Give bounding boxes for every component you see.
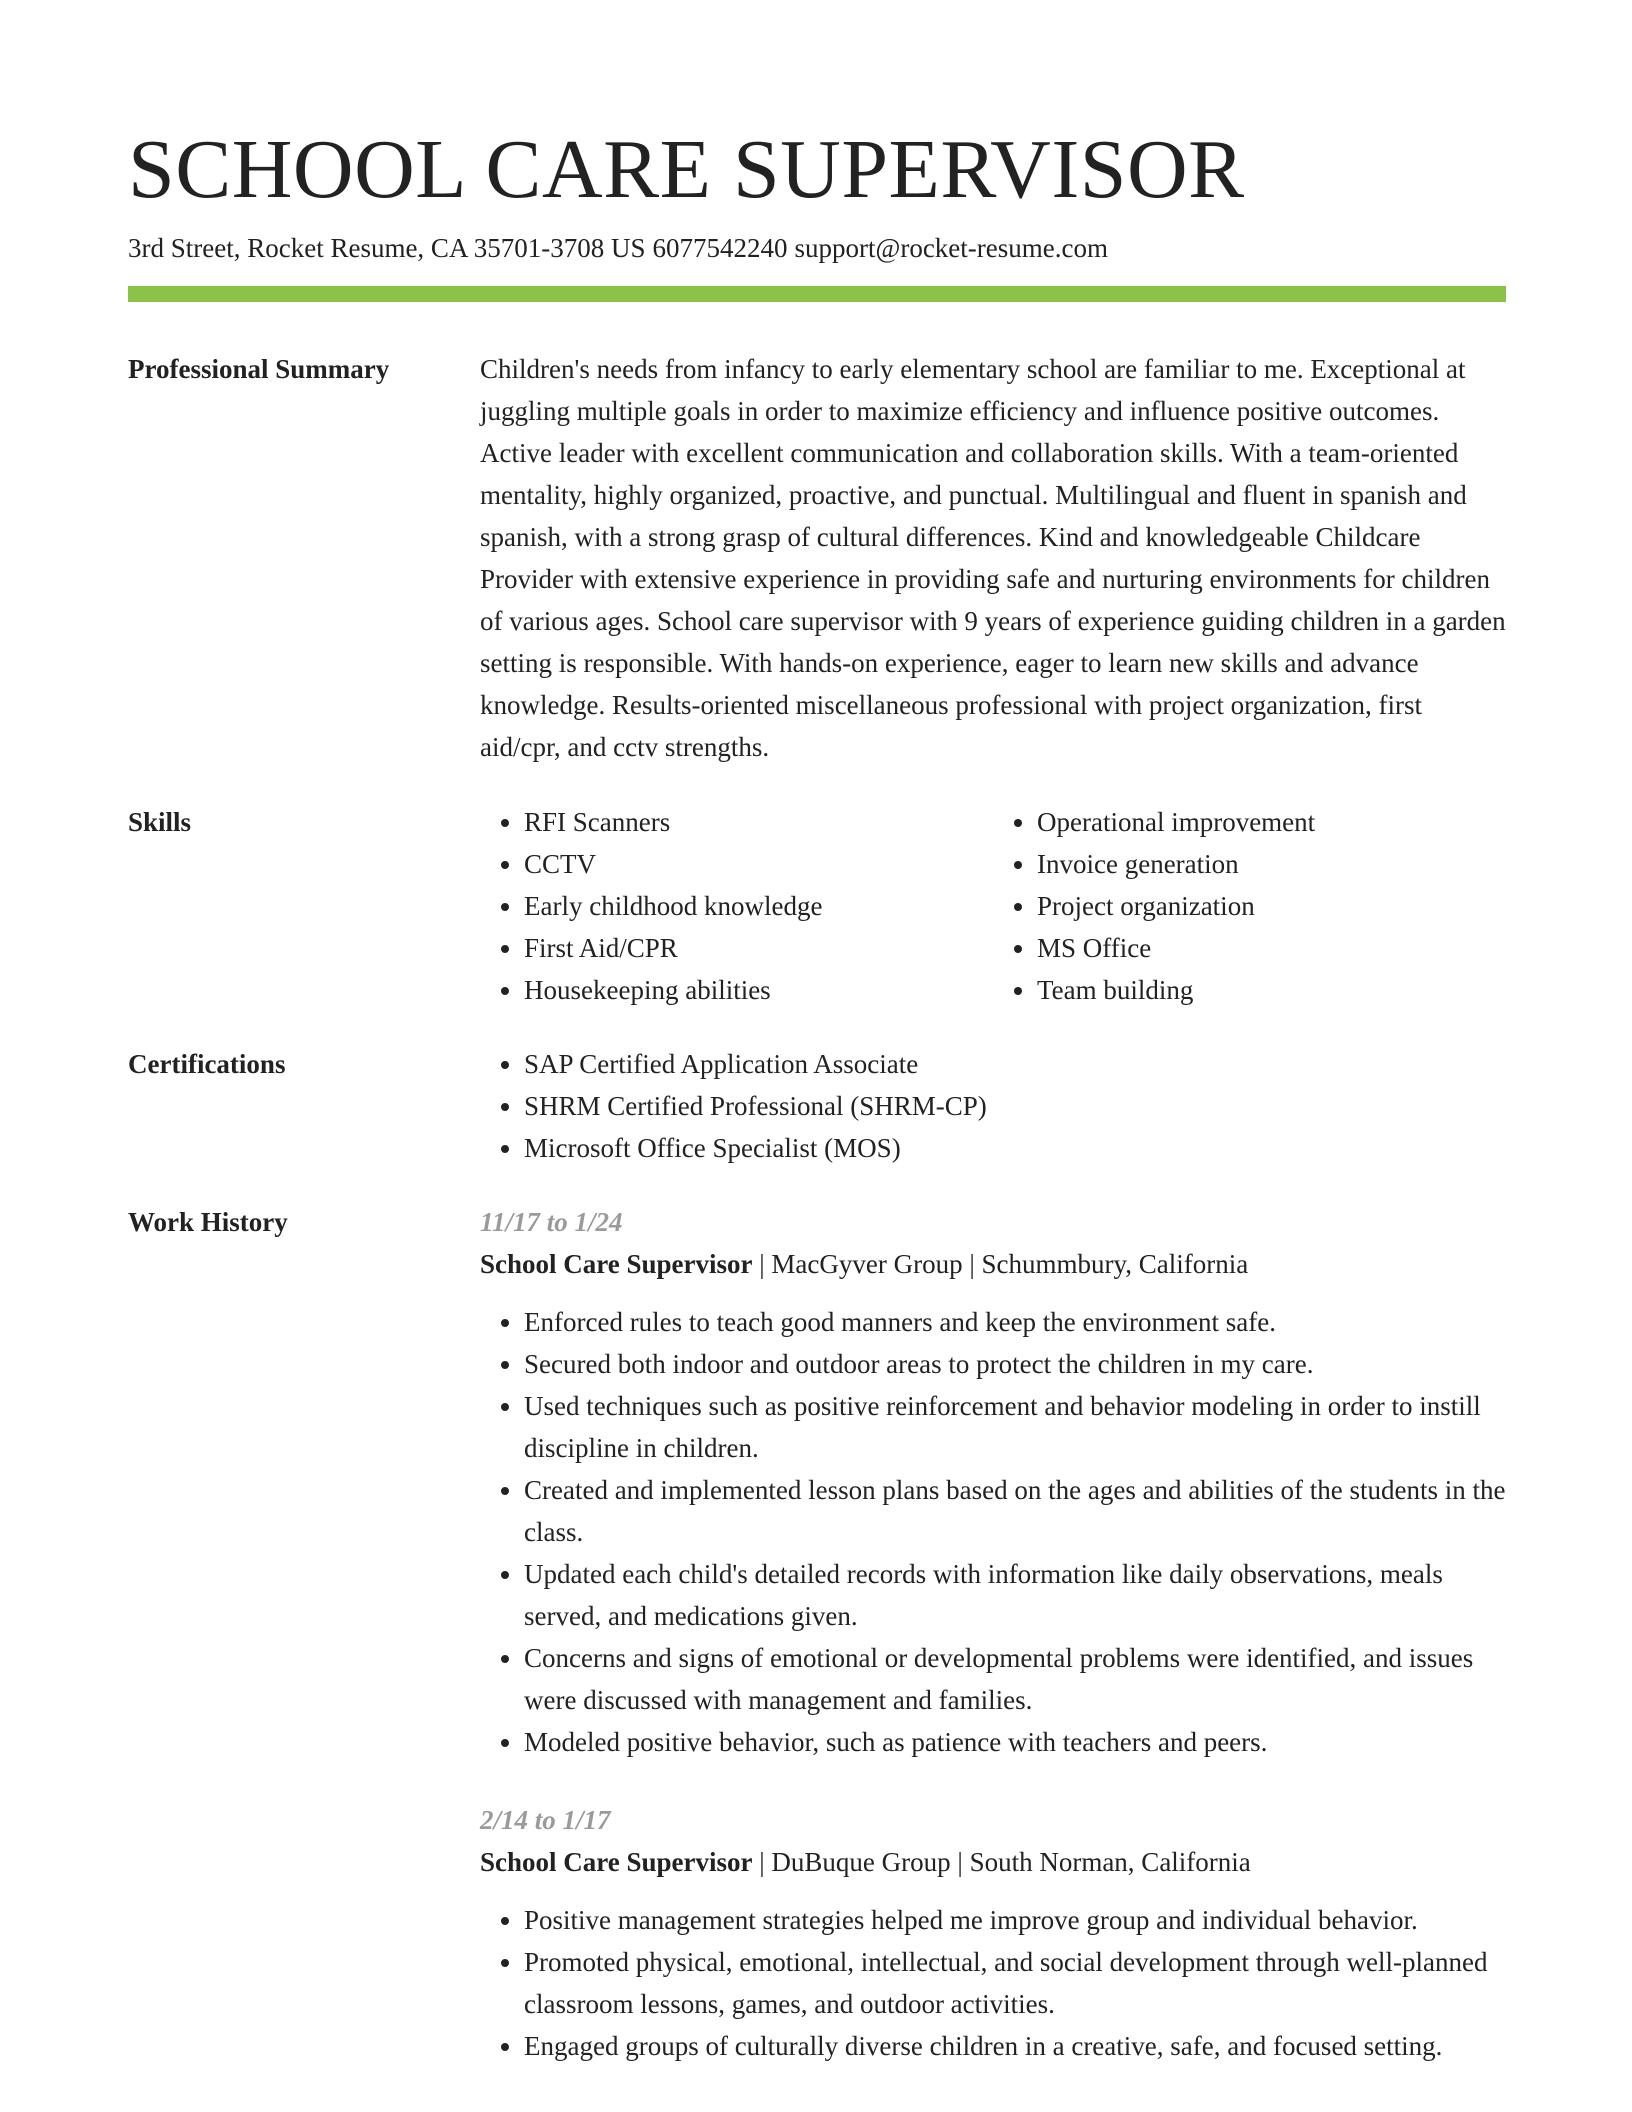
- candidate-name: SCHOOL CARE SUPERVISOR: [128, 123, 1245, 216]
- job-duty: • Enforced rules to teach good manners and keep the environment safe.: [524, 1301, 1506, 1343]
- skill-item: • Operational improvement: [1037, 801, 1506, 843]
- job-duty: • Used techniques such as positive reinforcement and behavior modeling in order to instill discipline in children.: [524, 1385, 1506, 1469]
- job-duty: • Promoted physical, emotional, intellectual, and social development through well-planned classroom lessons, games, and outdoor activities.: [524, 1941, 1506, 2025]
- skills-body: [480, 801, 1506, 1011]
- skill-item: • First Aid/CPR: [524, 927, 993, 969]
- job-header: School Care Supervisor | MacGyver Group | Schummbury, California: [480, 1249, 1249, 1279]
- job-duty: • Modeled positive behavior, such as patience with teachers and peers.: [524, 1721, 1506, 1763]
- certifications-heading: Certifications: [128, 1049, 286, 1079]
- job-title: School Care Supervisor: [480, 1847, 753, 1877]
- job-duty: • Concerns and signs of emotional or developmental problems were identified, and issues were discussed with management and families.: [524, 1637, 1506, 1721]
- contact-phone: 6077542240: [652, 233, 788, 263]
- job-title: School Care Supervisor: [480, 1249, 753, 1279]
- job-header: School Care Supervisor | DuBuque Group | South Norman, California: [480, 1847, 1251, 1877]
- skill-item: • RFI Scanners: [524, 801, 993, 843]
- job-location: Schummbury, California: [981, 1249, 1249, 1279]
- certification-item: • SHRM Certified Professional (SHRM-CP): [524, 1085, 1506, 1127]
- certification-item: • SAP Certified Application Associate: [524, 1043, 1506, 1085]
- job-duty: • Secured both indoor and outdoor areas to protect the children in my care.: [524, 1343, 1506, 1385]
- skill-item: • Housekeeping abilities: [524, 969, 993, 1011]
- job-duty: • Updated each child's detailed records with information like daily observations, meals served, and medications given.: [524, 1553, 1506, 1637]
- certifications-body: [480, 1043, 1506, 1169]
- job-duties-list: [480, 1899, 1506, 2067]
- skill-item: • Team building: [1037, 969, 1506, 1011]
- contact-email: support@rocket-resume.com: [794, 233, 1108, 263]
- skills-list-left: [480, 801, 993, 1011]
- summary-text: Children's needs from infancy to early elementary school are familiar to me. Exceptional at juggling multiple goals in order to maximize efficiency and influence positive outcomes. Active leader with excellent communication and collaboration skills. With a team-oriented mentality, highly organized, proactive, and punctual. Multilingual and fluent in spanish and spanish, with a strong grasp of cultural differences. Kind and knowledgeable Childcare Provider with extensive experience in providing safe and nurturing environments for children of various ages. School care supervisor with 9 years of experience guiding children in a garden setting is responsible. With hands-on experience, eager to learn new skills and advance knowledge. Results-oriented miscellaneous professional with project organization, first aid/cpr, and cctv strengths.: [480, 354, 1506, 762]
- skills-heading: Skills: [128, 807, 192, 837]
- work-history-body: [480, 1201, 1506, 2103]
- summary-body: [480, 348, 1506, 768]
- header-divider: [128, 286, 1506, 302]
- certifications-list: [480, 1043, 1506, 1169]
- skill-item: • CCTV: [524, 843, 993, 885]
- work-history-heading: Work History: [128, 1207, 288, 1237]
- skill-item: • Early childhood knowledge: [524, 885, 993, 927]
- job-company: DuBuque Group: [771, 1847, 951, 1877]
- job-duty: • Positive management strategies helped me improve group and individual behavior.: [524, 1899, 1506, 1941]
- certification-item: • Microsoft Office Specialist (MOS): [524, 1127, 1506, 1169]
- job-dates: 11/17 to 1/24: [480, 1207, 623, 1237]
- skill-item: • MS Office: [1037, 927, 1506, 969]
- job-location: South Norman, California: [969, 1847, 1251, 1877]
- contact-line: [128, 230, 1108, 266]
- job-entry: [480, 1201, 1506, 1763]
- summary-heading: Professional Summary: [128, 354, 390, 384]
- skill-item: • Project organization: [1037, 885, 1506, 927]
- job-entry: [480, 1799, 1506, 2067]
- job-duties-list: [480, 1301, 1506, 1763]
- job-duty: • Engaged groups of culturally diverse children in a creative, safe, and focused setting.: [524, 2025, 1506, 2067]
- job-duty: • Created and implemented lesson plans based on the ages and abilities of the students in the class.: [524, 1469, 1506, 1553]
- contact-address: 3rd Street, Rocket Resume, CA 35701-3708 US: [128, 233, 646, 263]
- skills-list-right: [993, 801, 1506, 1011]
- skill-item: • Invoice generation: [1037, 843, 1506, 885]
- job-company: MacGyver Group: [771, 1249, 963, 1279]
- job-dates: 2/14 to 1/17: [480, 1805, 611, 1835]
